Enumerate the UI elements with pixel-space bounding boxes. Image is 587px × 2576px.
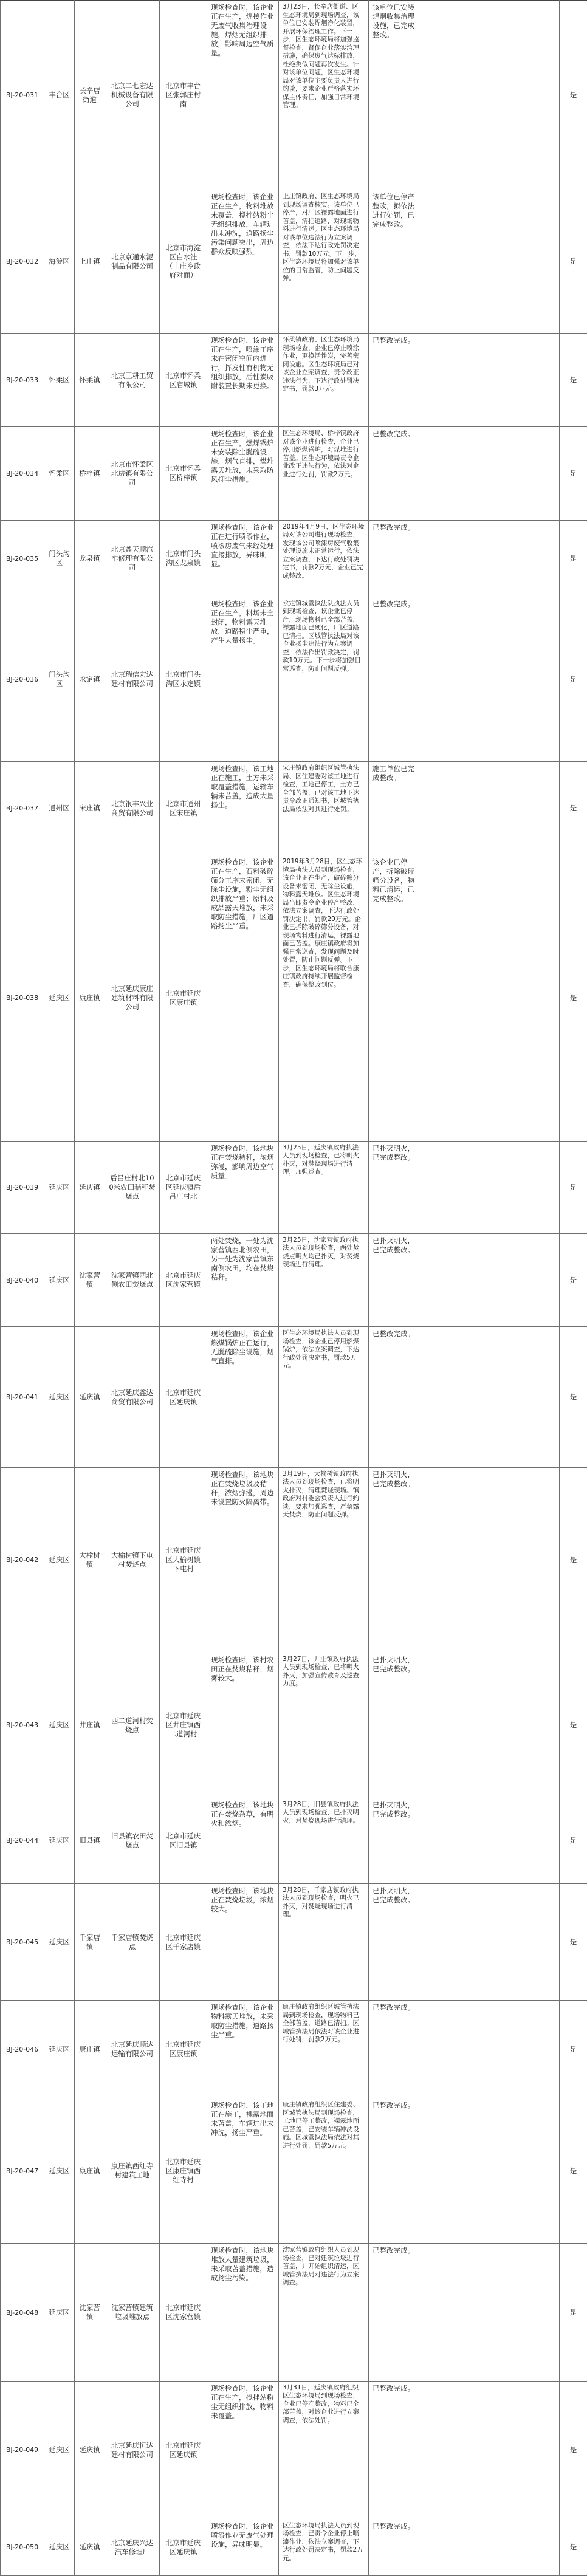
- cell-issue: 现场检查时，该企业正在生产，搅拌站粉尘无组织排放，物料未覆盖。: [207, 2381, 279, 2519]
- table-row: [1, 597, 587, 762]
- cell-street: 康庄镇: [75, 2001, 105, 2098]
- cell-progress: 康庄镇政府组织区住建委、区城管执法局到现场检查，工地已停工整改，裸露地面已苫盖，已安装车辆冲洗设施。区城管执法局依法对其进行处罚，罚款5万元。: [279, 2098, 369, 2244]
- cell-empty: [422, 520, 560, 597]
- cell-id: BJ-20-041: [1, 1327, 44, 1468]
- cell-id: BJ-20-031: [1, 1, 44, 190]
- cell-unit: 北京延庆恒达建材有限公司: [105, 2381, 160, 2519]
- cell-empty: [422, 1467, 560, 1653]
- cell-issue: 现场检查时，该地块堆放大量建筑垃圾，未采取苫盖措施，造成扬尘污染。: [207, 2244, 279, 2382]
- cell-address: 北京市海淀区白水洼（上庄乡政府对面）: [160, 190, 207, 334]
- cell-issue: 现场检查时，该企业正在生产，燃煤锅炉未安装除尘脱硫设施，烟气直排，煤堆露天堆放，未采取防风抑尘措施。: [207, 427, 279, 521]
- cell-unit: 旧县镇农田焚烧点: [105, 1798, 160, 1883]
- cell-address: 北京市延庆区延庆镇: [160, 2381, 207, 2519]
- cell-progress: 3月27日，井庄镇政府执法人员到现场检查，已将明火扑灭，加强宣传教育及巡查力度。: [279, 1653, 369, 1798]
- cell-street: 大榆树镇: [75, 1467, 105, 1653]
- cell-district: 延庆区: [44, 2381, 75, 2519]
- cell-result: 已整改完成。: [369, 2381, 422, 2519]
- table-body: [1, 1, 587, 2576]
- cell-id: BJ-20-036: [1, 597, 44, 762]
- cell-address: 北京市延庆区旧县镇: [160, 1798, 207, 1883]
- cell-unit: 北京鑫天顺汽车修理有限公司: [105, 520, 160, 597]
- cell-empty: [422, 2244, 560, 2382]
- cell-progress: 宋庄镇政府组织区城管执法局、区住建委对该工地进行检查，工地已停工，土方已全部苫盖，已对该工地下达责令改正通知书，区城管执法局依法对其进行处罚。: [279, 762, 369, 855]
- cell-id: BJ-20-043: [1, 1653, 44, 1798]
- cell-empty: [422, 1327, 560, 1468]
- cell-district: 延庆区: [44, 1233, 75, 1327]
- cell-issue: 现场检查时，该企业物料露天堆放，未采取防尘措施，道路扬尘严重。: [207, 2001, 279, 2098]
- cell-id: BJ-20-050: [1, 2519, 44, 2575]
- cell-result: 已扑灭明火，已完成整改。: [369, 1798, 422, 1883]
- cell-address: 北京市延庆区千家店镇: [160, 1883, 207, 2001]
- table-row: [1, 2381, 587, 2519]
- cell-empty: [422, 427, 560, 521]
- table-row: [1, 334, 587, 427]
- cell-reported: 是: [560, 1467, 587, 1653]
- cell-issue: 现场检查时，该村农田正在焚烧秸秆，烟雾较大。: [207, 1653, 279, 1798]
- cell-result: 该企业已停产，拆除破碎筛分设备，物料已清运，已完成整改。: [369, 855, 422, 1141]
- cell-district: 丰台区: [44, 1, 75, 190]
- cell-issue: 现场检查时，该企业正在生产，料场未全封闭，物料露天堆放，道路积尘严重，产生大量扬尘。: [207, 597, 279, 762]
- cell-result: 已整改完成。: [369, 597, 422, 762]
- table-row: [1, 2519, 587, 2575]
- cell-street: 延庆镇: [75, 1327, 105, 1468]
- cell-street: 上庄镇: [75, 190, 105, 334]
- cell-unit: 北京三耕工贸有限公司: [105, 334, 160, 427]
- cell-issue: 现场检查时，该工地正在施工，裸露地面未苫盖，车辆进出未冲洗，扬尘严重。: [207, 2098, 279, 2244]
- cell-street: 龙泉镇: [75, 520, 105, 597]
- cell-empty: [422, 597, 560, 762]
- cell-street: 桥梓镇: [75, 427, 105, 521]
- cell-address: 北京市门头沟区龙泉镇: [160, 520, 207, 597]
- cell-empty: [422, 2001, 560, 2098]
- cell-result: 已整改完成。: [369, 2098, 422, 2244]
- cell-id: BJ-20-033: [1, 334, 44, 427]
- cell-progress: 康庄镇政府组织区城管执法局到现场检查，现场物料已全部苫盖，道路已清扫。区城管执法局依法对该企业进行处罚，罚款2万元。: [279, 2001, 369, 2098]
- cell-street: 康庄镇: [75, 855, 105, 1141]
- cell-result: 已扑灭明火，已完成整改。: [369, 1467, 422, 1653]
- cell-unit: 西二道河村焚烧点: [105, 1653, 160, 1798]
- cell-reported: 是: [560, 1327, 587, 1468]
- cell-id: BJ-20-034: [1, 427, 44, 521]
- cell-progress: 区生态环境局执法人员到现场检查，已责令企业停止喷漆作业，依法立案调查，下达行政处罚决定书，罚款2万元。: [279, 2519, 369, 2575]
- cell-district: 延庆区: [44, 2001, 75, 2098]
- cell-district: 延庆区: [44, 1798, 75, 1883]
- cell-issue: 现场检查时，该地块正在焚烧秸秆，浓烟弥漫，影响周边空气质量。: [207, 1141, 279, 1233]
- cell-unit: 北京延庆顺达运输有限公司: [105, 2001, 160, 2098]
- cell-empty: [422, 334, 560, 427]
- cell-address: 北京市延庆区沈家营镇: [160, 2244, 207, 2382]
- cell-reported: 是: [560, 597, 587, 762]
- cell-empty: [422, 1141, 560, 1233]
- cell-progress: 2019年4月9日，区生态环境局对该公司进行现场检查，发现该公司喷漆房废气收集处理设施未正常运行，依法立案调查，下达行政处罚决定书，罚款2万元，企业已完成整改。: [279, 520, 369, 597]
- cell-id: BJ-20-047: [1, 2098, 44, 2244]
- cell-issue: 现场检查时，该企业正在生产，喷涂工序未在密闭空间内进行，挥发性有机物无组织排放，活性炭吸附装置长期未更换。: [207, 334, 279, 427]
- cell-address: 北京市延庆区延庆镇: [160, 1327, 207, 1468]
- cell-empty: [422, 1233, 560, 1327]
- cell-reported: 是: [560, 520, 587, 597]
- cell-empty: [422, 855, 560, 1141]
- cell-district: 怀柔区: [44, 334, 75, 427]
- cell-progress: 3月31日，延庆镇政府组织区生态环境局到现场检查，企业已停产整改，物料已全部苫盖，对该企业进行立案调查，依法处罚。: [279, 2381, 369, 2519]
- cell-id: BJ-20-038: [1, 855, 44, 1141]
- cell-issue: 两处焚烧，一处为沈家营镇西北侧农田，另一处为沈家营镇东南侧农田，均在焚烧秸秆。: [207, 1233, 279, 1327]
- cell-district: 延庆区: [44, 2098, 75, 2244]
- cell-district: 延庆区: [44, 1327, 75, 1468]
- cell-issue: 现场检查时，该工地正在施工，土方未采取覆盖措施，运输车辆未苫盖，造成大量扬尘。: [207, 762, 279, 855]
- cell-progress: 3月28日，旧县镇政府执法人员到现场检查，已扑灭明火，对焚烧现场进行清理。: [279, 1798, 369, 1883]
- cell-empty: [422, 1653, 560, 1798]
- cell-address: 北京市延庆区延庆镇后吕庄村北: [160, 1141, 207, 1233]
- cell-empty: [422, 2381, 560, 2519]
- cell-id: BJ-20-039: [1, 1141, 44, 1233]
- cell-issue: 现场检查时，该地块正在焚烧杂草，有明火和浓烟。: [207, 1798, 279, 1883]
- cell-address: 北京市怀柔区庙城镇: [160, 334, 207, 427]
- cell-unit: 北京京通水泥制品有限公司: [105, 190, 160, 334]
- cell-id: BJ-20-037: [1, 762, 44, 855]
- cell-reported: 是: [560, 334, 587, 427]
- cell-issue: 现场检查时，该企业正在生产，石料破碎筛分工序未密闭，无除尘设施，粉尘无组织排放严重；原料及成品露天堆放，未采取防尘措施，厂区道路扬尘严重。: [207, 855, 279, 1141]
- cell-reported: 是: [560, 2519, 587, 2575]
- cell-address: 北京市延庆区康庄镇: [160, 855, 207, 1141]
- cell-id: BJ-20-044: [1, 1798, 44, 1883]
- cell-reported: 是: [560, 1233, 587, 1327]
- cell-progress: 2019年3月28日，区生态环境局执法人员到现场检查，该企业正在生产，破碎筛分设备未密闭，无除尘设施，物料露天堆放。区生态环境局当即责令企业停产整改，依法立案调查，下达行政处罚决定书，罚款20万元。企业已拆除破碎筛分设备，对现场物料进行清运，裸露地面已苫盖。康庄镇政府将加强日常巡查，发现问题及时处置，防止问题反弹。下一步，区生态环境局将联合康庄镇政府持续开展监督检查，确保整改到位。: [279, 855, 369, 1141]
- cell-unit: 千家店镇焚烧点: [105, 1883, 160, 2001]
- cell-street: 延庆镇: [75, 2381, 105, 2519]
- cell-address: 北京市通州区宋庄镇: [160, 762, 207, 855]
- cell-progress: 3月19日，大榆树镇政府执法人员到现场检查，已将明火扑灭，清理焚烧现场。镇政府对村委会负责人进行约谈，要求加强巡查，严禁露天焚烧，防止问题反弹。: [279, 1467, 369, 1653]
- cell-unit: 康庄镇西红寺村建筑工地: [105, 2098, 160, 2244]
- cell-unit: 沈家营镇建筑垃圾堆放点: [105, 2244, 160, 2382]
- cell-street: 井庄镇: [75, 1653, 105, 1798]
- cell-empty: [422, 1, 560, 190]
- cell-result: 已整改完成。: [369, 2244, 422, 2382]
- cell-district: 怀柔区: [44, 427, 75, 521]
- cell-district: 延庆区: [44, 2519, 75, 2575]
- cell-progress: 永定镇城管执法队执法人员到现场检查，该企业已停产，现场物料已全部苫盖，裸露地面已硬化，厂区道路已清扫。区城管执法局对该企业扬尘违法行为立案调查，依法作出罚款决定，罚款10万元。下一步将加强日常巡查，防止问题反弹。: [279, 597, 369, 762]
- cell-unit: 北京延庆兴达汽车修理厂: [105, 2519, 160, 2575]
- cell-street: 沈家营镇: [75, 1233, 105, 1327]
- cell-unit: 北京延庆康庄建筑材料有限公司: [105, 855, 160, 1141]
- cell-street: 延庆镇: [75, 1141, 105, 1233]
- cell-progress: 沈家营镇政府组织人员到现场检查，已对建筑垃圾进行苫盖，并开始组织清运，区城管执法局对违法行为立案调查。: [279, 2244, 369, 2382]
- cell-address: 北京市延庆区井庄镇西二道河村: [160, 1653, 207, 1798]
- cell-empty: [422, 190, 560, 334]
- table-row: [1, 1327, 587, 1468]
- cell-street: 沈家营镇: [75, 2244, 105, 2382]
- cell-reported: 是: [560, 2001, 587, 2098]
- cell-issue: 现场检查时，该企业喷漆作业无废气处理设施，异味明显。: [207, 2519, 279, 2575]
- cell-issue: 现场检查时，该企业燃煤锅炉正在运行，无脱硫除尘设施，烟气直排。: [207, 1327, 279, 1468]
- table-row: [1, 1798, 587, 1883]
- cell-district: 延庆区: [44, 1883, 75, 2001]
- cell-empty: [422, 762, 560, 855]
- cell-empty: [422, 2519, 560, 2575]
- cell-reported: 是: [560, 2244, 587, 2382]
- cell-result: 已整改完成。: [369, 1327, 422, 1468]
- cell-id: BJ-20-045: [1, 1883, 44, 2001]
- cell-unit: 北京银丰兴业商贸有限公司: [105, 762, 160, 855]
- cell-unit: 北京延庆鑫达商贸有限公司: [105, 1327, 160, 1468]
- cell-unit: 后吕庄村北100米农田秸秆焚烧点: [105, 1141, 160, 1233]
- table-row: [1, 520, 587, 597]
- cell-progress: 3月25日，延庆镇政府执法人员到现场检查，已将明火扑灭，对焚烧现场进行清理，加强巡查。: [279, 1141, 369, 1233]
- cell-street: 永定镇: [75, 597, 105, 762]
- table-row: [1, 2001, 587, 2098]
- cell-issue: 现场检查时，该企业正在生产，物料堆放未覆盖，搅拌站粉尘无组织排放，车辆进出未冲洗，道路扬尘污染问题突出，周边群众反映强烈。: [207, 190, 279, 334]
- cell-district: 门头沟区: [44, 597, 75, 762]
- cell-result: 已扑灭明火，已完成整改。: [369, 1653, 422, 1798]
- table-row: [1, 190, 587, 334]
- cell-address: 北京市延庆区延庆镇: [160, 2519, 207, 2575]
- cell-progress: 区生态环境局执法人员到现场检查，该企业已停用燃煤锅炉，依法立案调查，下达行政处罚决定书，罚款5万元。: [279, 1327, 369, 1468]
- cell-reported: 是: [560, 855, 587, 1141]
- cell-street: 长辛店街道: [75, 1, 105, 190]
- cell-progress: 3月28日，千家店镇政府执法人员到现场检查，明火已扑灭，对焚烧现场进行清理。: [279, 1883, 369, 2001]
- table-row: [1, 1141, 587, 1233]
- cell-district: 延庆区: [44, 2244, 75, 2382]
- cell-address: 北京市丰台区张郭庄村南: [160, 1, 207, 190]
- cell-result: 已扑灭明火，已完成整改。: [369, 1141, 422, 1233]
- cell-progress: 怀柔镇政府、区生态环境局现场检查，企业已停止喷涂作业，更换活性炭，完善密闭设施。区生态环境局已对该企业立案调查，责令改正违法行为，下达行政处罚决定书，罚款3万元。: [279, 334, 369, 427]
- cell-district: 门头沟区: [44, 520, 75, 597]
- cell-reported: 是: [560, 1, 587, 190]
- cell-district: 延庆区: [44, 1467, 75, 1653]
- table-row: [1, 1, 587, 190]
- cell-id: BJ-20-035: [1, 520, 44, 597]
- cell-result: 施工单位已完成整改。: [369, 762, 422, 855]
- cell-reported: 是: [560, 1141, 587, 1233]
- table-row: [1, 2244, 587, 2382]
- cell-issue: 现场检查时，该企业正在进行喷漆作业，喷漆房废气未经处理直接排放，异味明显。: [207, 520, 279, 597]
- table-row: [1, 1233, 587, 1327]
- cell-address: 北京市延庆区沈家营镇: [160, 1233, 207, 1327]
- cell-unit: 北京瑞信宏达建材有限公司: [105, 597, 160, 762]
- cell-unit: 大榆树镇下屯村焚烧点: [105, 1467, 160, 1653]
- cell-progress: 上庄镇政府、区生态环境局到现场调查核实。该单位已停产，对厂区裸露地面进行苫盖，清扫道路，对现场物料进行清运。区生态环境局对该单位违法行为立案调查，依法下达行政处罚决定书，罚款10万元。下一步，区生态环境局将加强对该单位的日常监管，防止问题反弹。: [279, 190, 369, 334]
- cell-result: 该单位已停产整改，拟依法进行处罚，已完成整改。: [369, 190, 422, 334]
- cell-id: BJ-20-042: [1, 1467, 44, 1653]
- cell-reported: 是: [560, 190, 587, 334]
- cell-address: 北京市延庆区康庄镇: [160, 2001, 207, 2098]
- table-row: [1, 1467, 587, 1653]
- table-row: [1, 762, 587, 855]
- table-row: [1, 855, 587, 1141]
- cell-result: 已整改完成。: [369, 427, 422, 521]
- cell-address: 北京市延庆区大榆树镇下屯村: [160, 1467, 207, 1653]
- cell-result: 该单位已安装焊烟收集治理设施，已完成整改。: [369, 1, 422, 190]
- cell-reported: 是: [560, 1653, 587, 1798]
- cell-unit: 北京二七宏达机械设备有限公司: [105, 1, 160, 190]
- cell-progress: 3月23日，长辛店街道、区生态环境局到现场调查，该单位已安装焊烟净化装置，开展环保治理工作。下一步，区生态环境局将加强监督检查，督促企业落实治理措施，确保废气达标排放，杜绝类似问题再次发生。针对该单位问题，区生态环境局对该单位主要负责人进行约谈，要求企业严格落实环保主体责任，加强日常环境管理。: [279, 1, 369, 190]
- cell-empty: [422, 1798, 560, 1883]
- cell-address: 北京市延庆区康庄镇西红寺村: [160, 2098, 207, 2244]
- cell-issue: 现场检查时，该企业正在生产，焊接作业无废气收集治理设施，焊烟无组织排放，影响周边空气质量。: [207, 1, 279, 190]
- cell-reported: 是: [560, 1798, 587, 1883]
- cell-street: 康庄镇: [75, 2098, 105, 2244]
- cell-street: 千家店镇: [75, 1883, 105, 2001]
- cell-district: 延庆区: [44, 1141, 75, 1233]
- cell-result: 已整改完成。: [369, 2519, 422, 2575]
- cell-id: BJ-20-048: [1, 2244, 44, 2382]
- cell-district: 海淀区: [44, 190, 75, 334]
- cell-progress: 3月25日，沈家营镇政府执法人员到现场检查，两处焚烧点明火均已扑灭，对焚烧现场进行清理。: [279, 1233, 369, 1327]
- cell-street: 怀柔镇: [75, 334, 105, 427]
- cell-id: BJ-20-032: [1, 190, 44, 334]
- cell-id: BJ-20-040: [1, 1233, 44, 1327]
- cell-issue: 现场检查时，该地块正在焚烧垃圾，浓烟较大。: [207, 1883, 279, 2001]
- cell-unit: 沈家营镇西北侧农田焚烧点: [105, 1233, 160, 1327]
- cell-result: 已整改完成。: [369, 520, 422, 597]
- cell-reported: 是: [560, 427, 587, 521]
- table-row: [1, 2098, 587, 2244]
- cell-reported: 是: [560, 1883, 587, 2001]
- cell-reported: 是: [560, 762, 587, 855]
- cell-street: 延庆镇: [75, 2519, 105, 2575]
- cell-address: 北京市门头沟区永定镇: [160, 597, 207, 762]
- cell-empty: [422, 1883, 560, 2001]
- cell-address: 北京市怀柔区桥梓镇: [160, 427, 207, 521]
- cell-reported: 是: [560, 2098, 587, 2244]
- cell-issue: 现场检查时，该地块正在焚烧垃圾及秸秆，浓烟弥漫，周边未设置防火隔离带。: [207, 1467, 279, 1653]
- cell-result: 已扑灭明火，已完成整改。: [369, 1883, 422, 2001]
- cell-result: 已整改完成。: [369, 334, 422, 427]
- table-row: [1, 1883, 587, 2001]
- cell-street: 旧县镇: [75, 1798, 105, 1883]
- cell-unit: 北京市怀柔区北房镇有限公司: [105, 427, 160, 521]
- cell-district: 延庆区: [44, 855, 75, 1141]
- table-row: [1, 427, 587, 521]
- cell-district: 延庆区: [44, 1653, 75, 1798]
- cell-result: 已整改完成。: [369, 2001, 422, 2098]
- cell-district: 通州区: [44, 762, 75, 855]
- cell-empty: [422, 2098, 560, 2244]
- cell-reported: 是: [560, 2381, 587, 2519]
- cell-id: BJ-20-049: [1, 2381, 44, 2519]
- cell-id: BJ-20-046: [1, 2001, 44, 2098]
- cell-street: 宋庄镇: [75, 762, 105, 855]
- cell-progress: 区生态环境局、桥梓镇政府对该企业进行检查，企业已停用燃煤锅炉，对煤堆进行苫盖。区生态环境局责令企业改正违法行为，依法对企业进行处罚，罚款2万元。: [279, 427, 369, 521]
- table-row: [1, 1653, 587, 1798]
- cell-result: 已扑灭明火，已完成整改。: [369, 1233, 422, 1327]
